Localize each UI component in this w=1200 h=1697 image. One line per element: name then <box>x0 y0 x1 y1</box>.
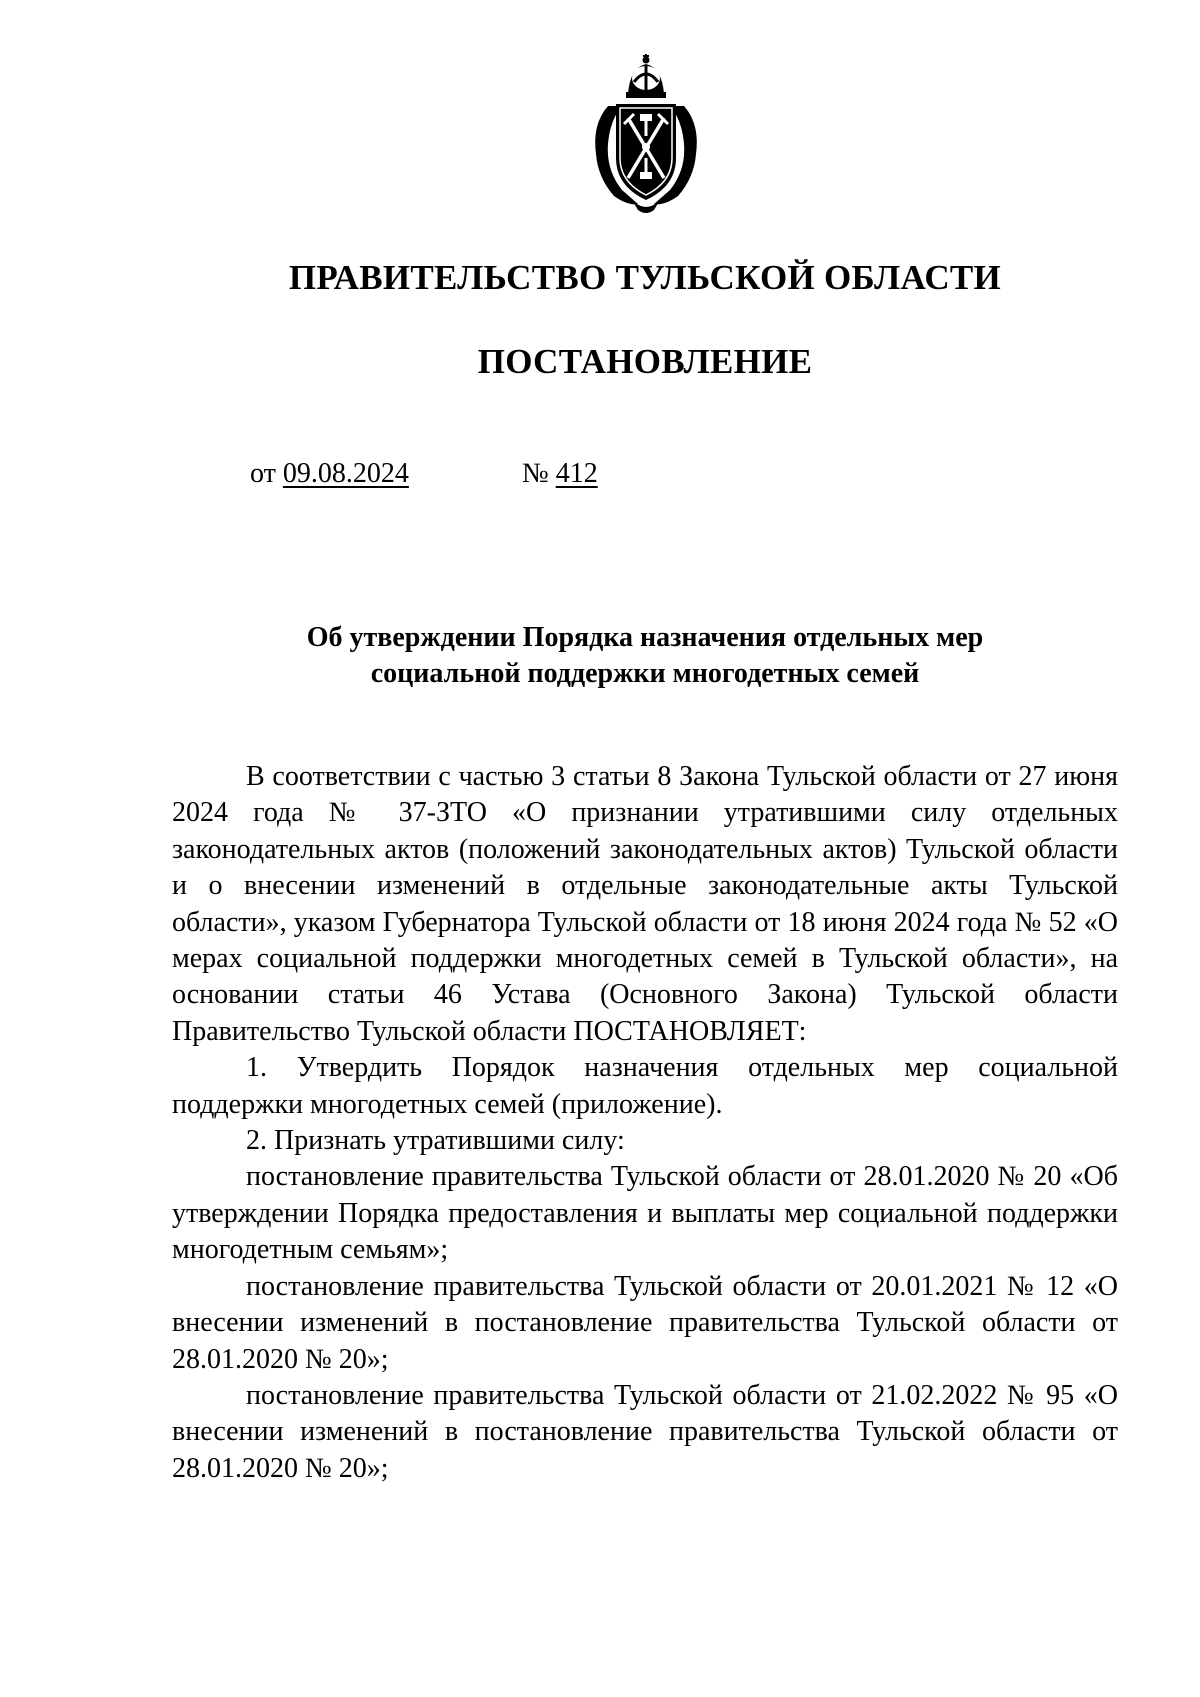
paragraph-item-2: 2. Признать утратившими силу: <box>246 1125 625 1157</box>
number-block <box>522 458 598 490</box>
organization-name: ПРАВИТЕЛЬСТВО ТУЛЬСКОЙ ОБЛАСТИ <box>288 258 1002 297</box>
paragraph-item-1: 1. Утвердить Порядок назначения отдельных мер социальной поддержки многодетных семей (приложение). <box>172 1052 1118 1120</box>
paragraph-repealed-2: постановление правительства Тульской области от 20.01.2021 № 12 «О внесении изменений в постановление правительства Тульской области от 28.01.2020 № 20»; <box>172 1270 1118 1375</box>
paragraph-repealed-3: постановление правительства Тульской области от 21.02.2022 № 95 «О внесении изменений в постановление правительства Тульской области от 28.01.2020 № 20»; <box>172 1379 1118 1484</box>
document-number: 412 <box>555 458 598 489</box>
date-block <box>250 458 409 489</box>
number-prefix: № <box>522 458 556 489</box>
document-date-number-line <box>250 458 598 490</box>
document-date: 09.08.2024 <box>282 458 409 489</box>
tula-coat-of-arms-icon <box>588 54 704 214</box>
paragraph-preamble: В соответствии с частью 3 статьи 8 Закона Тульской области от 27 июня 2024 года № 37-ЗТО «О признании утратившими силу отдельных законодательных актов (положений законодательных актов) Тульской области и о внесении изменений в отдельные законодательные акты Тульской области», указом Губернатора Тульской области от 18 июня 2024 года № 52 «О мерах социальной поддержки многодетных семей в Тульской области», на основании статьи 46 Устава (Основного Закона) Тульской области Правительство Тульской области ПОСТАНОВЛЯЕТ: <box>172 761 1118 1047</box>
title-line-1: Об утверждении Порядка назначения отдельных мер <box>306 622 984 653</box>
document-title <box>172 620 1118 692</box>
document-body <box>172 759 1118 1487</box>
document-type: ПОСТАНОВЛЕНИЕ <box>477 342 813 381</box>
title-line-2: социальной поддержки многодетных семей <box>370 658 920 689</box>
date-prefix: от <box>250 458 283 489</box>
paragraph-repealed-1: постановление правительства Тульской области от 28.01.2020 № 20 «Об утверждении Порядка предоставления и выплаты мер социальной поддержки многодетным семьям»; <box>172 1161 1118 1266</box>
